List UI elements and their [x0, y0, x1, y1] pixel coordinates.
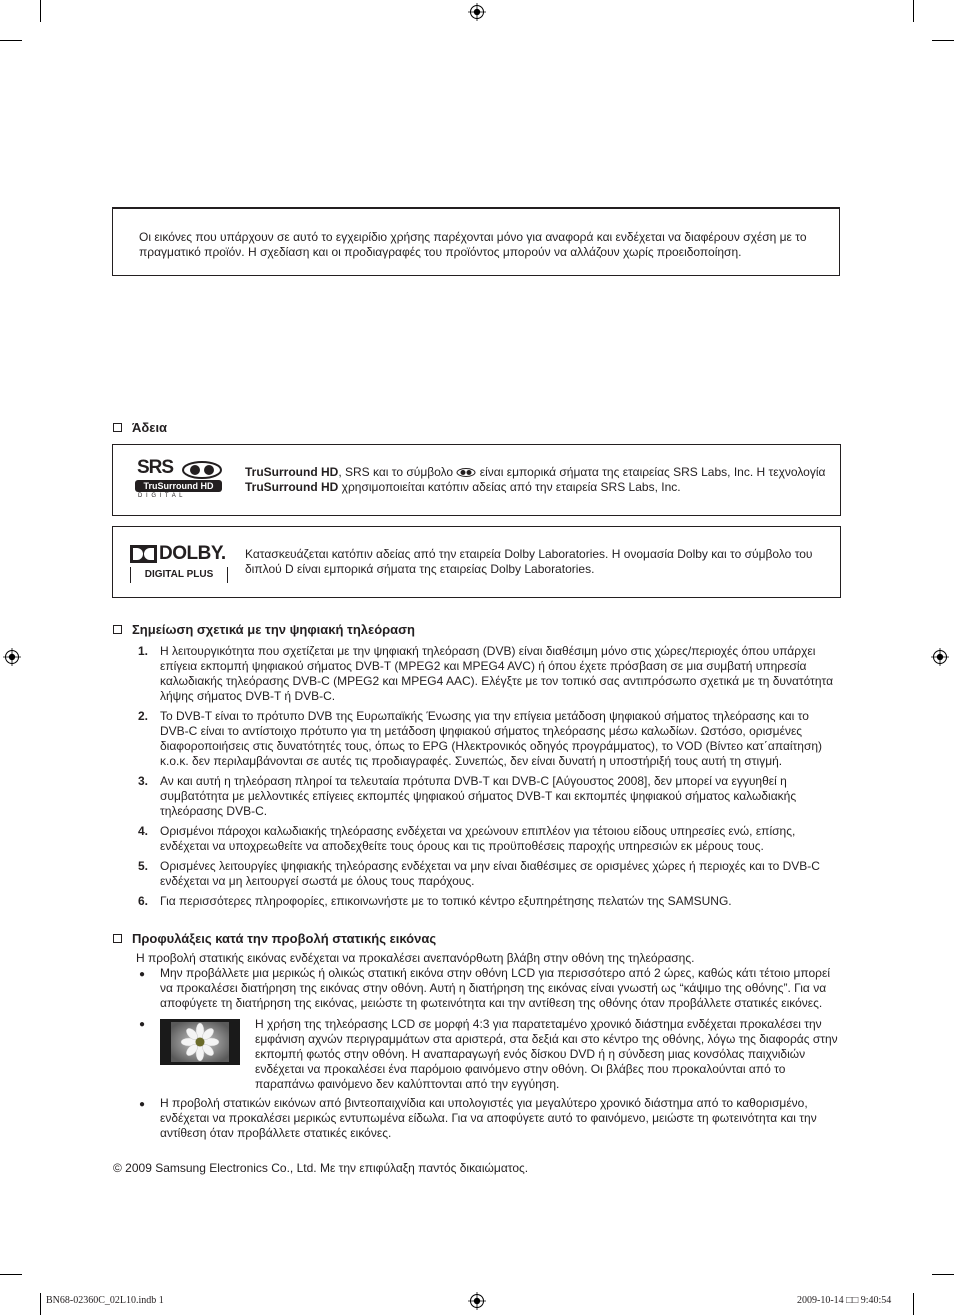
- list-item: 3. Αν και αυτή η τηλεόραση πληροί τα τελευταία πρότυπα DVB-T και DVB-C [Αύγουστος 2008], δεν μπορεί να εγγυηθεί η συμβατότητα με μελλοντικές επίγειες εκπομπές ψηφιακού σήματος DVB-T και εκπομπές ψηφιακού σήματος καλωδιακής τηλεόρασης DVB-C.: [138, 774, 797, 818]
- still-image-heading: Προφυλάξεις κατά την προβολή στατικής εικόνας: [113, 931, 436, 947]
- copyright: © 2009 Samsung Electronics Co., Ltd. Με την επιφύλαξη παντός δικαιώματος.: [113, 1161, 529, 1175]
- dolby-logo: DOLBY. DIGITAL PLUS: [130, 544, 230, 584]
- crop-mark: [0, 40, 22, 41]
- checkbox-icon: [113, 625, 122, 634]
- crop-mark: [932, 40, 954, 41]
- checkbox-icon: [113, 423, 122, 432]
- disclaimer-box: [112, 207, 840, 276]
- crop-mark: [913, 1293, 914, 1315]
- still-bullet-3: Η προβολή στατικών εικόνων από βιντεοπαιχνίδια και υπολογιστές για μεγαλύτερο χρονικό διάστημα από το καθορισμένο, ενδέχεται να προκαλέσει μερικώς εντυπωμένα είδωλα. Για να αποφύγετε αυτό το φαινόμενο, μειώστε τη φωτεινότητα και την αντίθεση όταν προβάλλετε στατικές εικόνες.: [160, 1096, 817, 1140]
- srs-logo: SRS TruSurround HD D I G I T A L: [135, 459, 225, 503]
- srs-circle-icon: [182, 461, 222, 479]
- srs-symbol-icon: [456, 468, 476, 477]
- crop-mark: [932, 1274, 954, 1275]
- dolby-license-text: Κατασκευάζεται κατόπιν αδείας από την εταιρεία Dolby Laboratories. Η ονομασία Dolby και το σύμβολο του διπλού D είναι εμπορικά σήματα της εταιρείας Dolby Laboratories.: [245, 547, 813, 576]
- crop-mark: [0, 1274, 22, 1275]
- bullet-icon: ●: [139, 969, 146, 980]
- list-item: 6. Για περισσότερες πληροφορίες, επικοινωνήστε με το τοπικό κέντρο εξυπηρέτησης πελατών της SAMSUNG.: [138, 894, 732, 908]
- license-heading: Άδεια: [113, 420, 167, 436]
- digital-tv-heading: Σημείωση σχετικά με την ψηφιακή τηλεόραση: [113, 622, 415, 638]
- dolby-license-box: [112, 526, 841, 598]
- list-item: 4. Ορισμένοι πάροχοι καλωδιακής τηλεόρασης ενδέχεται να χρεώνουν επιπλέον για τέτοιου είδους υπηρεσίες ενώ, επίσης, ενδέχεται να υποχρεωθείτε να αποδεχθείτε τους όρους και τις προϋποθέσεις παροχής υπηρεσιών εκ μέρους τους.: [138, 824, 796, 853]
- digital-tv-list: [138, 644, 838, 909]
- bullet-icon: ●: [139, 1099, 146, 1110]
- srs-license-text: TruSurround HD, SRS και το σύμβολο είναι εμπορικά σήματα της εταιρείας SRS Labs, Inc. Η τεχνολογία TruSurround HD χρησιμοποιείται κατόπιν αδείας από την εταιρεία SRS Labs, Inc.: [245, 465, 826, 494]
- crop-mark: [40, 0, 41, 22]
- dolby-double-d-icon: [130, 545, 157, 563]
- registration-mark-icon: [468, 3, 486, 21]
- crop-mark: [913, 0, 914, 22]
- still-intro: Η προβολή στατικής εικόνας ενδέχεται να προκαλέσει ανεπανόρθωτη βλάβη στην οθόνη της τηλεόρασης.: [136, 951, 695, 965]
- still-bullet-2: Η χρήση της τηλεόρασης LCD σε μορφή 4:3 για παρατεταμένο χρονικό διάστημα ενδέχεται προκαλέσει την εμφάνιση αχνών περιγραμμάτων στα αριστερά, στα δεξιά και στο κέντρο της οθόνης, λόγω της διαφοράς στην εκπομπή φωτός στην οθόνη. Η αναπαραγωγή ενός δίσκου DVD ή η σύνδεση μιας κονσόλας παιχνιδιών ενδέχεται να προκαλέσει ένα παρόμοιο φαινόμενο στην οθόνη. Οι βλάβες που προκαλούνται από το παραπάνω φαινόμενο δεν καλύπτονται από την εγγύηση.: [255, 1017, 838, 1091]
- still-bullet-1: Μην προβάλλετε μια μερικώς ή ολικώς στατική εικόνα στην οθόνη LCD για περισσότερο από 2 ώρες, καθώς κάτι τέτοιο μπορεί να προκαλέσει διατήρηση της εικόνας στην οθόνη. Αυτή η διατήρηση της εικόνας είναι γνωστή ως “κάψιμο της οθόνης”. Για να αποφύγετε τη διατήρηση της εικόνας, μειώστε τη φωτεινότητα και την αντίθεση της οθόνης όταν προβάλλετε στατικές εικόνες.: [160, 966, 831, 1010]
- list-item: 5. Ορισμένες λειτουργίες ψηφιακής τηλεόρασης ενδέχεται να μην είναι διαθέσιμες σε ορισμένες χώρες ή περιοχές και το DVB-C ενδέχεται να μη λειτουργεί σωστά με όλους τους παρόχους.: [138, 859, 820, 888]
- registration-mark-icon: [931, 648, 949, 666]
- bullet-icon: ●: [139, 1019, 146, 1030]
- tv-flower-image: [160, 1019, 240, 1065]
- registration-mark-icon: [468, 1292, 486, 1310]
- footer-date: 2009-10-14 □□ 9:40:54: [797, 1295, 892, 1306]
- registration-mark-icon: [3, 648, 21, 666]
- crop-mark: [40, 1293, 41, 1315]
- checkbox-icon: [113, 934, 122, 943]
- disclaimer-text: Οι εικόνες που υπάρχουν σε αυτό το εγχειρίδιο χρήσης παρέχονται μόνο για αναφορά και ενδέχεται να διαφέρουν σχέση με το πραγματικό προϊόν. Η σχεδίαση και οι προδιαγραφές του προϊόντος μπορούν να αλλάζουν χωρίς προειδοποίηση.: [139, 230, 807, 259]
- srs-license-box: [112, 444, 841, 516]
- footer-file: BN68-02360C_02L10.indb 1: [46, 1295, 164, 1306]
- list-item: 2. Το DVB-T είναι το πρότυπο DVB της Ευρωπαϊκής Ένωσης για την επίγεια μετάδοση ψηφιακού σήματος τηλεόρασης και το DVB-C είναι το αντίστοιχο πρότυπο για τη μετάδοση ψηφιακού σήματος τηλεόρασης μέσω καλωδίων. Ωστόσο, ορισμένες διαφοροποιήσεις στις δυνατότητές τους, όπως το EPG (Ηλεκτρονικός οδηγός προγράμματος), το VOD (Βίντεο κατ΄απαίτηση) κ.ο.κ. δεν περιλαμβάνονται σε αυτές τις προδιαγραφές. Συνεπώς, δεν είναι δυνατή η υποστήριξή τους αυτή τη στιγμή.: [138, 709, 823, 768]
- list-item: 1. Η λειτουργικότητα που σχετίζεται με την ψηφιακή τηλεόραση (DVB) είναι διαθέσιμη μόνο στις χώρες/περιοχές όπου υπάρχει επίγεια εκπομπή ψηφιακού σήματος DVB-T (MPEG2 και MPEG4 AVC) ή όπου έχετε πρόσβαση σε μια συμβατή υπηρεσία καλωδιακής τηλεόρασης DVB-C (MPEG2 και MPEG4 AAC). Ελέγξτε με τον τοπικό σας αντιπρόσωπο σχετικά με τη δυνατότητα λήψης σήματος DVB-T ή DVB-C.: [138, 644, 834, 703]
